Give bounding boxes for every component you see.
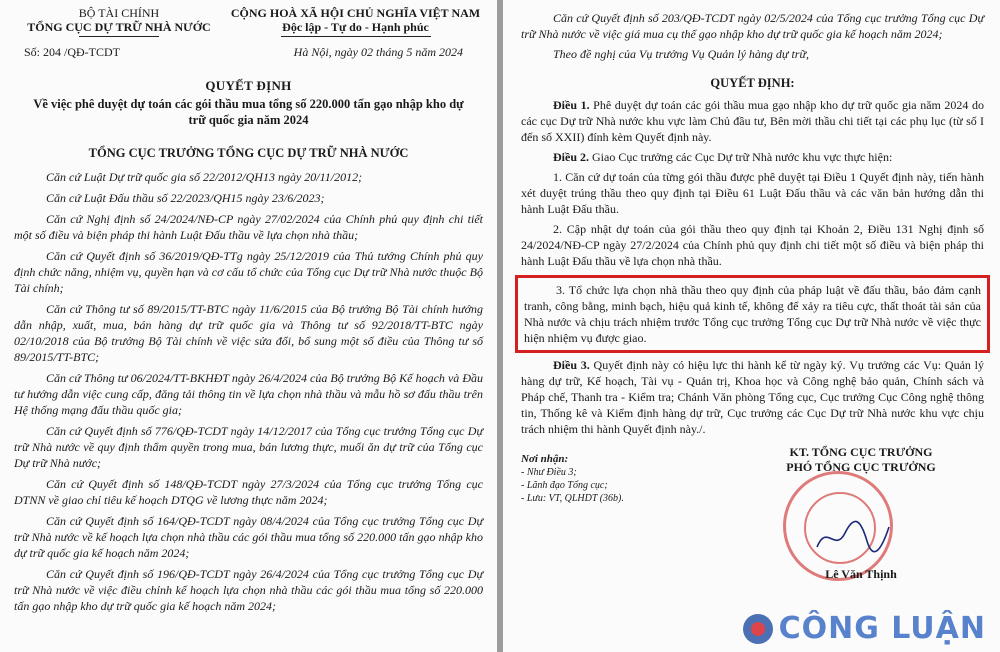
recipient-item: - Lưu: VT, QLHDT (36b). [521,493,624,504]
document-page-right [503,0,1000,652]
article-2-text: Giao Cục trưởng các Cục Dự trữ Nhà nước khu vực thực hiện: [589,150,893,164]
signature-block [741,445,981,582]
citation-list [14,169,483,614]
watermark-text: CÔNG LUẬN [778,611,986,646]
recipient-item: - Lãnh đạo Tổng cục; [521,480,608,491]
article-2-item-2: 2. Cập nhật dự toán của gói thầu theo quy định tại Khoản 2, Điều 131 Nghị định số 24/2024/NĐ-CP ngày 27/2/2024 của Chính phủ quy định chi tiết một số điều và biện pháp thi hành Luật Đấu thầu về lựa chọn nhà thầu. [521,222,984,268]
article-2-item-3: 3. Tổ chức lựa chọn nhà thầu theo quy định của pháp luật về đấu thầu, bảo đảm cạnh tranh, công bằng, minh bạch, hiệu quả kinh tế, không để xảy ra tiêu cực, thất thoát tài sản của Nhà nước và chịu trách nhiệm trước Tổng cục trưởng Tổng cục Dự trữ Nhà nước về việc thực hiện nhiệm vụ được giao. [524,283,981,345]
article-2 [521,149,984,165]
article-3-label: Điều 3. [553,358,590,372]
article-1-label: Điều 1. [553,98,590,112]
citation-item: Căn cứ Quyết định số 148/QĐ-TCDT ngày 27/3/2024 của Tổng cục trưởng Tổng cục DTNN về giao chỉ tiêu kế hoạch DTQG về lương thực năm 2024; [14,477,483,507]
document-date: Hà Nội, ngày 02 tháng 5 năm 2024 [293,45,463,59]
document-footer [521,445,984,595]
watermark-logo-icon [743,614,773,644]
issuing-agency [14,6,224,37]
citation-item: Căn cứ Quyết định số 196/QĐ-TCDT ngày 26/4/2024 của Tổng cục trưởng Tổng cục Dự trữ Nhà nước về việc điều chỉnh kế hoạch lựa chọn nhà thầu các gói thầu mua tổng số 220.000 tấn gạo nhập kho dự trữ quốc gia kế hoạch năm 2024; [14,567,483,613]
recipients-block [521,453,711,505]
citation-item: Căn cứ Luật Đấu thầu số 22/2023/QH15 ngày 23/6/2023; [46,191,325,205]
citation-item: Căn cứ Thông tư số 89/2015/TT-BTC ngày 11/6/2015 của Bộ trưởng Bộ Tài chính hướng dẫn nhập, xuất, mua, bán hàng dự trữ quốc gia và Thông tư số 92/2018/TT-BTC ngày 02/10/2018 của Bộ trưởng Bộ Tài chính về việc sửa đổi, bổ sung một số điều của Thông tư số 89/2015/TT-BTC; [14,302,483,364]
citation-item: Căn cứ Thông tư 06/2024/TT-BKHĐT ngày 26/4/2024 của Bộ trưởng Bộ Kế hoạch và Đầu tư hướng dẫn việc cung cấp, đăng tải thông tin về lựa chọn nhà thầu và mẫu hồ sơ đấu thầu trên Hệ thống mạng đấu thầu quốc gia; [14,371,483,417]
article-3-text: Quyết định này có hiệu lực thi hành kể từ ngày ký. Vụ trưởng các Vụ: Quản lý hàng dự trữ, Kế hoạch, Tài vụ - Quản trị, Khoa học và Công nghệ bảo quản, Chính sách và Pháp chế, Thanh tra - Kiểm tra; Chánh Văn phòng Tổng cục, Cục trưởng Cục Công nghệ thông tin, Thống kê và Kiểm định hàng dự trữ, Cục trưởng các Cục Dự trữ Nhà nước khu vực chịu trách nhiệm thi hành Quyết định này./. [521,358,985,436]
citation-continued: Căn cứ Quyết định số 203/QĐ-TCDT ngày 02/5/2024 của Tổng cục trưởng Tổng cục Dự trữ Nhà nước về việc giá mua cụ thể gạo nhập kho dự trữ quốc gia kế hoạch năm 2024; [521,11,984,41]
article-2-label: Điều 2. [553,150,589,164]
country-name: CỘNG HOÀ XÃ HỘI CHỦ NGHĨA VIỆT NAM [230,6,481,20]
signer-line-2: PHÓ TỔNG CỤC TRƯỞNG [786,460,936,474]
document-page-left [0,0,497,652]
recipient-item: - Như Điều 3; [521,467,577,478]
watermark [743,611,986,646]
document-number: Số: 204 /QĐ-TCDT [24,45,120,59]
highlight-box [515,275,990,353]
department-name: TỔNG CỤC DỰ TRỮ NHÀ NƯỚC [27,20,211,34]
document-subject: Về việc phê duyệt dự toán các gói thầu mua tổng số 220.000 tấn gạo nhập kho dự trữ quốc gia năm 2024 [33,97,464,127]
document-header [14,6,483,37]
issuer-title: TỔNG CỤC TRƯỞNG TỔNG CỤC DỰ TRỮ NHÀ NƯỚC [88,146,409,160]
signer-name: Lê Văn Thịnh [825,567,897,581]
document-meta [14,45,483,60]
ministry-name: BỘ TÀI CHÍNH [78,6,160,20]
signer-line-1: KT. TỔNG CỤC TRƯỞNG [789,445,933,459]
header-rule-right [281,36,431,37]
article-1-text: Phê duyệt dự toán các gói thầu mua gạo nhập kho dự trữ quốc gia năm 2024 do các cục Dự trữ Nhà nước khu vực làm Chủ đầu tư, Bên mời thầu chi tiết tại các phụ lục (từ số I đến số XXII) đính kèm Quyết định này. [521,98,985,144]
recipients-heading: Nơi nhận: [521,453,569,465]
header-rule-left [79,36,159,37]
citation-item: Căn cứ Quyết định số 164/QĐ-TCDT ngày 08/4/2024 của Tổng cục trưởng Tổng cục Dự trữ Nhà nước về kế hoạch lựa chọn nhà thầu các gói thầu mua tổng số 220.000 tấn gạo nhập kho dự trữ quốc gia kế hoạch năm 2024; [14,514,483,560]
national-motto: Độc lập - Tự do - Hạnh phúc [282,20,429,34]
article-1 [521,97,984,145]
citation-item: Căn cứ Nghị định số 24/2024/NĐ-CP ngày 27/02/2024 của Chính phủ quy định chi tiết một số điều và biện pháp thi hành Luật Đấu thầu về lựa chọn nhà thầu; [14,212,483,242]
citation-item: Căn cứ Quyết định số 776/QĐ-TCDT ngày 14/12/2017 của Tổng cục trưởng Tổng cục Dự trữ Nhà nước về quy định thẩm quyền trong mua, bán lương thực, muối ăn dự trữ của Tổng cục Dự trữ Nhà nước; [14,424,483,470]
article-3 [521,357,984,437]
article-2-item-1: 1. Căn cứ dự toán của từng gói thầu được phê duyệt tại Điều 1 Quyết định này, tiến hành xét duyệt trúng thầu theo quy định tại Điều 61 Luật Đấu thầu và các văn bản hướng dẫn thi hành Luật Đấu thầu. [521,170,984,216]
document-title: QUYẾT ĐỊNH [205,78,292,93]
citation-item: Căn cứ Luật Dự trữ quốc gia số 22/2012/QH13 ngày 20/11/2012; [46,170,363,184]
decision-heading: QUYẾT ĐỊNH: [710,76,795,90]
national-heading [228,6,483,37]
citation-item: Căn cứ Quyết định số 36/2019/QĐ-TTg ngày 25/12/2019 của Thủ tướng Chính phủ quy định chức năng, nhiệm vụ, quyền hạn và cơ cấu tổ chức của Tổng cục Dự trữ Nhà nước thuộc Bộ Tài chính; [14,249,483,295]
proposal-line: Theo đề nghị của Vụ trưởng Vụ Quản lý hàng dự trữ, [553,47,810,61]
